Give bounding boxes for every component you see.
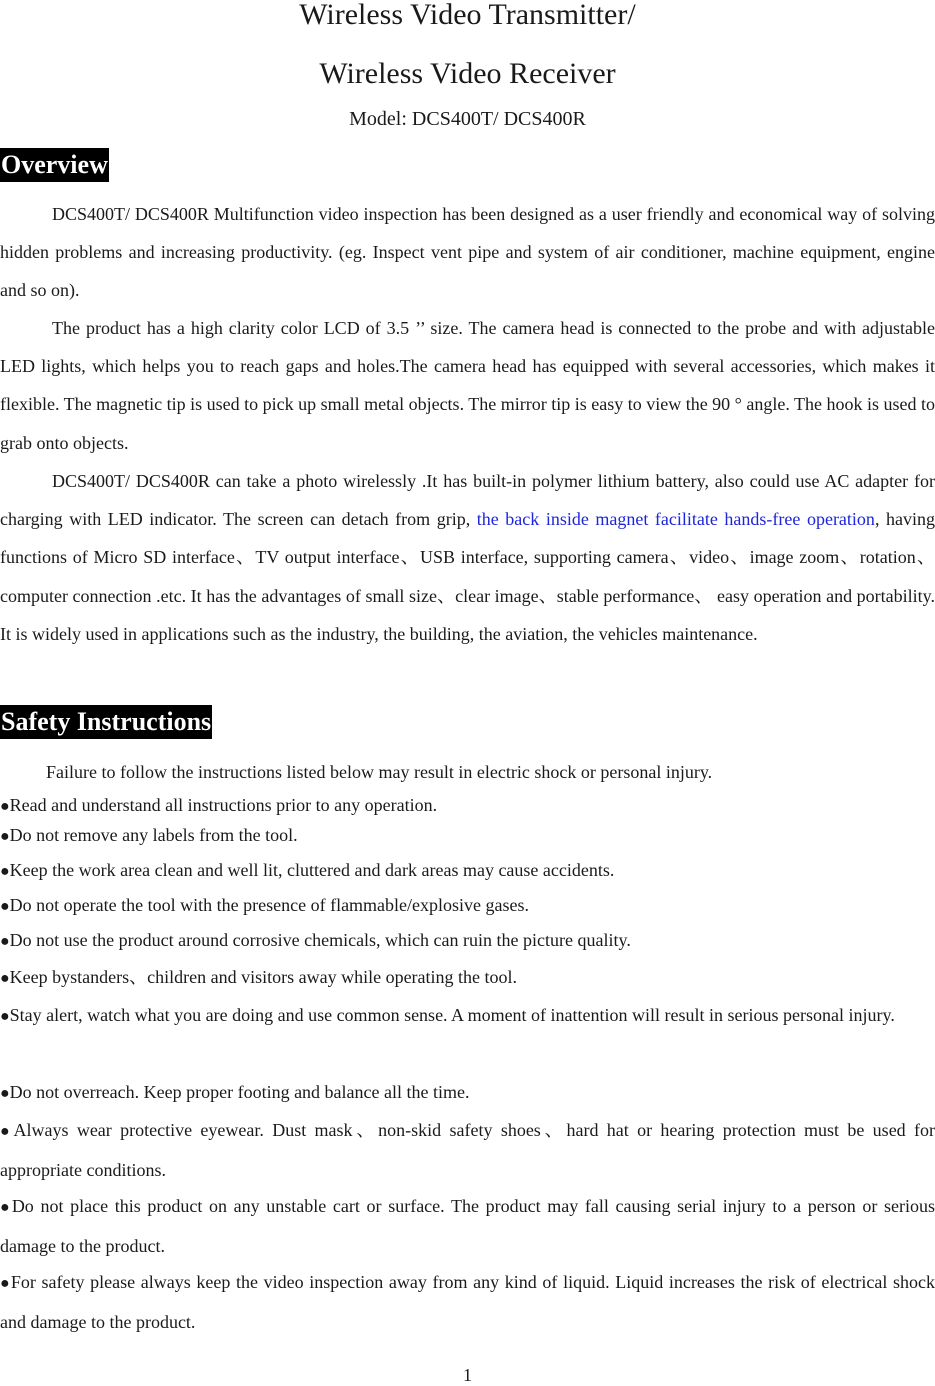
title-line-2: Wireless Video Receiver [319,57,616,90]
safety-item-text: Do not remove any labels from the tool. [9,825,298,845]
safety-item [0,816,935,856]
safety-item-text: For safety please always keep the video inspection away from any kind of liquid. Liquid increases the risk of electrical shock and damage to the product. [0,1272,935,1332]
paragraph-3-start: DCS400T/ DCS400R can take a photo wirelessly .It has built-in polymer lithium battery, also could use AC adapter for charging with LED indicator. The screen can detach from grip, [0,471,935,530]
safety-item [0,958,935,998]
safety-item [0,996,935,1036]
safety-intro: Failure to follow the instructions listed below may result in electric shock or personal injury. [46,762,713,782]
safety-instructions-heading: Safety Instructions [0,705,212,739]
safety-item-text: Do not operate the tool with the presence of flammable/explosive gases. [9,895,530,915]
bullet-icon: ● [0,1199,12,1216]
bullet-icon: ● [0,1008,10,1025]
bullet-icon: ● [0,1123,14,1140]
safety-item [0,1187,935,1265]
safety-item-text: Do not overreach. Keep proper footing and balance all the time. [9,1082,470,1102]
overview-paragraph-2: The product has a high clarity color LCD of 3.5 ’’ size. The camera head is connected to the probe and with adjustable LED lights, which helps you to reach gaps and holes.The camera head has equipped with several accessories, which makes it flexible. The magnetic tip is used to pick up small metal objects. The mirror tip is easy to view the 90 ° angle. The hook is used to grab onto objects. [0,318,935,453]
magnet-highlight-text: the back inside magnet facilitate hands-free operation [476,509,875,530]
overview-heading: Overview [0,148,109,182]
bullet-icon: ● [0,863,10,880]
bullet-icon: ● [0,898,10,915]
overview-paragraph-1: DCS400T/ DCS400R Multifunction video inspection has been designed as a user friendly and economical way of solving hidden problems and increasing productivity. (eg. Inspect vent pipe and system of air conditioner, machine equipment, engine and so on). [0,204,935,301]
safety-item [0,921,935,961]
safety-item [0,1073,935,1113]
safety-item [0,1111,935,1189]
safety-item-text: Keep the work area clean and well lit, cluttered and dark areas may cause accidents. [9,860,615,880]
safety-item [0,886,935,926]
bullet-icon: ● [0,798,10,815]
overview-paragraph-3 [0,462,935,653]
safety-item [0,851,935,891]
bullet-icon: ● [0,933,10,950]
bullet-icon: ● [0,1085,10,1102]
safety-item-text: Keep bystanders、children and visitors away while operating the tool. [9,967,518,987]
safety-item-text: Do not use the product around corrosive chemicals, which can ruin the picture quality. [9,930,631,950]
safety-item-text: Always wear protective eyewear. Dust mask、non-skid safety shoes、hard hat or hearing protection must be used for appropriate conditions. [0,1120,935,1180]
paragraph-3-end: , having functions of Micro SD interface、TV output interface、USB interface, supporting camera、video、image zoom、rotation、computer connection .etc. It has the advantages of small size、clear image、stable performance、 easy operation and portability. It is widely used in applications such as the industry, the building, the aviation, the vehicles maintenance. [0,509,935,644]
safety-item-text: Read and understand all instructions prior to any operation. [9,795,438,815]
safety-item-text: Do not place this product on any unstable cart or surface. The product may fall causing serial injury to a person or serious damage to the product. [0,1196,935,1256]
title-line-1: Wireless Video Transmitter/ [299,0,636,31]
safety-item-text: Stay alert, watch what you are doing and use common sense. A moment of inattention will result in serious personal injury. [9,1005,895,1025]
bullet-icon: ● [0,970,10,987]
bullet-icon: ● [0,1275,11,1292]
page-number: 1 [463,1365,472,1385]
bullet-icon: ● [0,828,10,845]
model-number: Model: DCS400T/ DCS400R [349,108,586,130]
safety-item [0,1263,935,1341]
